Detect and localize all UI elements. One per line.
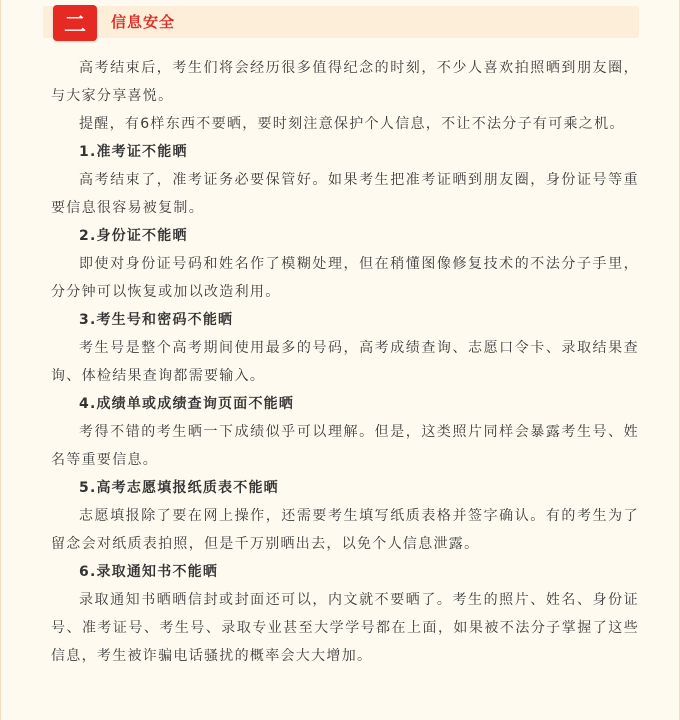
intro-paragraph: 高考结束后，考生们将会经历很多值得纪念的时刻，不少人喜欢拍照晒到朋友圈，与大家分享喜悦。 [51,60,639,104]
item-heading-5: 5.高考志愿填报纸质表不能晒 [79,480,279,496]
item-heading-4: 4.成绩单或成绩查询页面不能晒 [79,396,295,412]
section-title: 信息安全 [111,13,176,31]
item-text-6: 录取通知书晒晒信封或封面还可以，内文就不要晒了。考生的照片、姓名、身份证号、准考证号、考生号、录取专业甚至大学学号都在上面，如果被不法分子掌握了这些信息，考生被诈骗电话骚扰的概率会大大增加。 [51,592,639,664]
intro-paragraph: 提醒，有6样东西不要晒，要时刻注意保护个人信息，不让不法分子有可乘之机。 [79,116,625,132]
item-heading-2: 2.身份证不能晒 [79,228,188,244]
section-number-badge: 二 [53,5,97,41]
item-text-3: 考生号是整个高考期间使用最多的号码，高考成绩查询、志愿口令卡、录取结果查询、体检结果查询都需要输入。 [51,340,639,384]
item-heading-6: 6.录取通知书不能晒 [79,564,219,580]
article-body [51,54,639,670]
item-text-1: 高考结束了，准考证务必要保管好。如果考生把准考证晒到朋友圈，身份证号等重要信息很容易被复制。 [51,172,639,216]
section-header [43,6,639,38]
item-text-5: 志愿填报除了要在网上操作，还需要考生填写纸质表格并签字确认。有的考生为了留念会对纸质表拍照，但是千万别晒出去，以免个人信息泄露。 [51,508,639,552]
item-heading-1: 1.准考证不能晒 [79,144,188,160]
item-text-2: 即使对身份证号码和姓名作了模糊处理，但在稍懂图像修复技术的不法分子手里，分分钟可以恢复或加以改造利用。 [51,256,639,300]
item-text-4: 考得不错的考生晒一下成绩似乎可以理解。但是，这类照片同样会暴露考生号、姓名等重要信息。 [51,424,639,468]
item-heading-3: 3.考生号和密码不能晒 [79,312,234,328]
